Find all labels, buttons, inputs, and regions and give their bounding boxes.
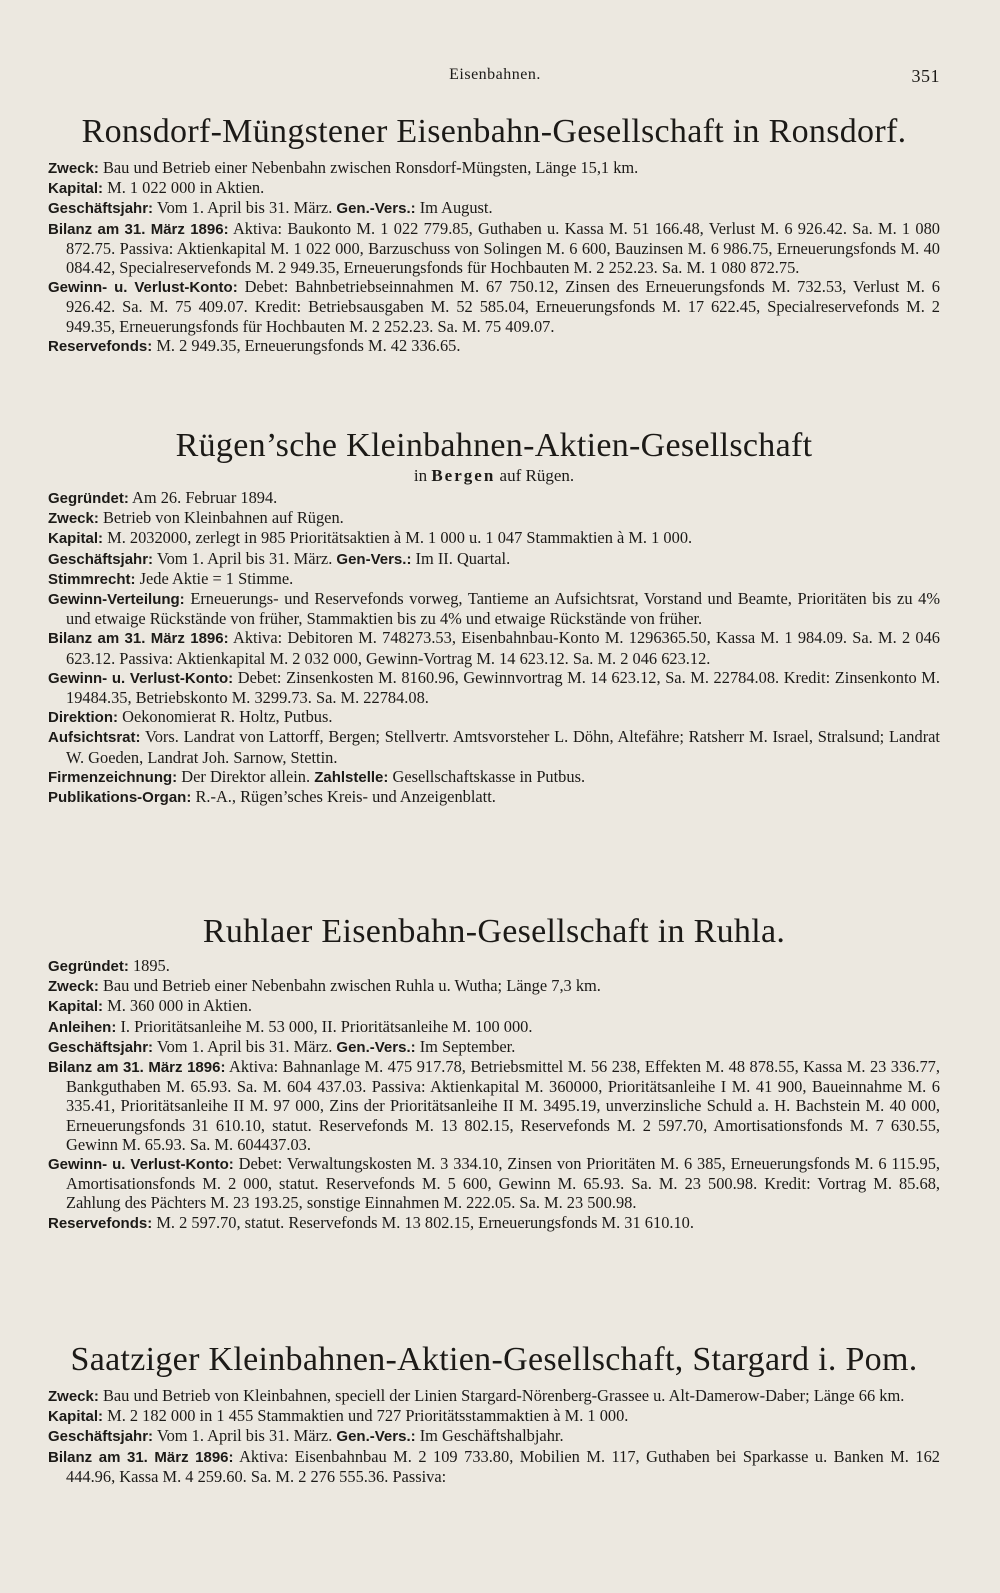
entry-key: Kapital:	[48, 1408, 104, 1426]
entry-key-2: Gen.-Vers.:	[336, 200, 416, 218]
entry-zweck	[48, 158, 940, 178]
entry-text: Aktiva: Baukonto M. 1 022 779.85, Guthaben u. Kassa M. 51 166.48, Verlust M. 6 926.42. Sa. M. 1 080 872.75. Passiva: Aktienkapital M. 1 022 000, Barzuschuss von Solingen M. 6 600, Bauzinsen M. 6 986.75, Erneuerungsfonds M. 40 084.42, Specialreservefonds M. 2 949.35, Erneuerungsfonds für Hochbauten M. 2 252.23. Sa. M. 1 080 872.75.	[66, 218, 940, 278]
entry-stimmrecht	[48, 569, 940, 589]
entry-text: Oekonomierat R. Holtz, Putbus.	[122, 707, 333, 727]
entry-key: Geschäftsjahr:	[48, 1428, 154, 1446]
entry-key: Aufsichtsrat:	[48, 729, 141, 747]
entry-text: Aktiva: Debitoren M. 748273.53, Eisenbahnbau-Konto M. 1296365.50, Kassa M. 1 984.09. Sa. M. 2 046 623.12. Passiva: Aktienkapital M. 2 032 000, Gewinn-Vortrag M. 14 623.12. Sa. M. 2 046 623.12.	[66, 628, 941, 668]
entry-geschaeftsjahr	[48, 1037, 940, 1057]
entry-key: Kapital:	[48, 530, 104, 548]
entry-zweck	[48, 976, 940, 996]
entry-text: Am 26. Februar 1894.	[132, 488, 278, 507]
running-head	[50, 66, 940, 90]
entry-key: Gewinn- u. Verlust-Konto:	[48, 669, 234, 687]
entry-anleihen	[48, 1017, 940, 1037]
entry-text: Vom 1. April bis 31. März.	[156, 548, 333, 568]
section-title: Ruhlaer Eisenbahn-Gesellschaft in Ruhla.	[202, 913, 786, 950]
entry-key: Zweck:	[48, 1388, 99, 1405]
section-subtitle	[48, 466, 940, 486]
entry-gegruendet	[48, 956, 940, 976]
entry-key: Bilanz am 31. März 1896:	[48, 220, 229, 238]
entry-key: Publikations-Organ:	[48, 789, 192, 807]
entry-text: M. 360 000 in Aktien.	[107, 996, 252, 1016]
entry-direktion	[48, 707, 940, 727]
section-ronsdorf	[48, 112, 940, 356]
section-ruhla	[48, 912, 940, 1233]
entry-gewinn-verteilung	[48, 589, 940, 628]
entry-text-2: Im September.	[419, 1036, 516, 1056]
subtitle-pre: in	[413, 466, 428, 485]
entry-list	[48, 488, 940, 807]
entry-gewinn-verlust	[48, 1154, 940, 1213]
entry-text: Vom 1. April bis 31. März.	[156, 1426, 333, 1446]
entry-kapital	[48, 996, 940, 1016]
entry-text: Aktiva: Eisenbahnbau M. 2 109 733.80, Mobilien M. 117, Guthaben bei Sparkasse u. Banken M. 162 444.96, Kassa M. 4 259.60. Sa. M. 2 276 555.36. Passiva:	[66, 1446, 940, 1486]
entry-text: Bau und Betrieb von Kleinbahnen, speciell der Linien Stargard-Nörenberg-Grassee u. Alt-Damerow-Daber; Länge 66 km.	[102, 1386, 905, 1405]
entry-text: Vors. Landrat von Lattorff, Bergen; Stellvertr. Amtsvorsteher L. Döhn, Altefähre; Ratsherr M. Israel, Stralsund; Landrat W. Goeden, Landrat Joh. Sarnow, Stettin.	[66, 727, 940, 767]
entry-text: Jede Aktie = 1 Stimme.	[139, 568, 294, 588]
entry-kapital	[48, 1406, 940, 1426]
entry-zweck	[48, 1386, 940, 1406]
entry-text: M. 2032000, zerlegt in 985 Prioritätsaktien à M. 1 000 u. 1 047 Stammaktien à M. 1 000.	[107, 528, 693, 548]
entry-key: Reservefonds:	[48, 337, 153, 355]
entry-text: M. 2 182 000 in 1 455 Stammaktien und 727 Prioritätsstammaktien à M. 1 000.	[107, 1406, 629, 1426]
entry-text-2: Im Geschäftshalbjahr.	[419, 1426, 564, 1446]
entry-text: Der Direktor allein.	[181, 766, 311, 786]
entry-bilanz	[48, 1447, 940, 1486]
entry-kapital	[48, 178, 940, 198]
entry-key: Geschäftsjahr:	[48, 550, 154, 568]
section-title: Ronsdorf-Müngstener Eisenbahn-Gesellschaft in Ronsdorf.	[81, 113, 907, 150]
entry-text: M. 2 597.70, statut. Reservefonds M. 13 802.15, Erneuerungsfonds M. 31 610.10.	[156, 1212, 694, 1232]
entry-key: Bilanz am 31. März 1896:	[48, 1448, 234, 1466]
entry-key: Kapital:	[48, 180, 104, 198]
entry-text: M. 2 949.35, Erneuerungsfonds M. 42 336.65.	[156, 335, 461, 355]
entry-geschaeftsjahr	[48, 1426, 940, 1446]
entry-key: Firmenzeichnung:	[48, 768, 178, 786]
entry-key: Gewinn- u. Verlust-Konto:	[48, 1156, 234, 1174]
entry-reservefonds	[48, 336, 940, 356]
entry-gewinn-verlust	[48, 277, 940, 336]
section-ruegen	[48, 426, 940, 807]
entry-text-2: Im August.	[419, 198, 493, 218]
entry-key: Reservefonds:	[48, 1214, 153, 1232]
entry-zweck	[48, 508, 940, 528]
entry-key: Zweck:	[48, 510, 99, 528]
entry-text: Debet: Verwaltungskosten M. 3 334.10, Zinsen von Prioritäten M. 6 385, Erneuerungsfonds M. 6 115.95, Amortisationsfonds M. 2 000, statut. Reservefonds M. 5 600, Gewinn M. 65.93. Sa. M. 23 500.98. Kredit: Vortrag M. 85.68, Zahlung des Pächters M. 23 193.25, sonstige Einnahmen M. 222.05. Sa. M. 23 500.98.	[66, 1154, 940, 1213]
entry-publikations-organ	[48, 787, 940, 807]
entry-key: Direktion:	[48, 709, 119, 727]
entry-text: Bau und Betrieb einer Nebenbahn zwischen Ruhla u. Wutha; Länge 7,3 km.	[102, 976, 601, 996]
entry-list	[48, 1386, 940, 1486]
entry-key: Zweck:	[48, 978, 99, 996]
entry-geschaeftsjahr	[48, 549, 940, 569]
entry-key: Geschäftsjahr:	[48, 200, 154, 218]
entry-text: Vom 1. April bis 31. März.	[156, 1036, 333, 1056]
section-title: Saatziger Kleinbahnen-Aktien-Gesellschaft, Stargard i. Pom.	[70, 1341, 918, 1378]
running-title: Eisenbahnen.	[449, 66, 541, 83]
entry-list	[48, 158, 940, 356]
section-title: Rügen’sche Kleinbahnen-Aktien-Gesellschaft	[175, 427, 813, 464]
entry-key: Geschäftsjahr:	[48, 1038, 154, 1056]
entry-text-2: Gesellschaftskasse in Putbus.	[392, 766, 586, 786]
entry-firmenzeichnung	[48, 767, 940, 787]
entry-key-2: Gen.-Vers.:	[336, 1428, 416, 1446]
entry-key: Stimmrecht:	[48, 570, 136, 588]
entry-key: Bilanz am 31. März 1896:	[48, 1059, 226, 1077]
entry-key: Kapital:	[48, 998, 104, 1016]
entry-key: Zweck:	[48, 160, 99, 177]
entry-text: Vom 1. April bis 31. März.	[156, 198, 333, 218]
subtitle-post: auf Rügen.	[499, 466, 575, 485]
entry-aufsichtsrat	[48, 727, 940, 766]
entry-text: R.-A., Rügen’sches Kreis- und Anzeigenblatt.	[195, 787, 496, 807]
entry-text: Erneuerungs- und Reservefonds vorweg, Tantieme an Aufsichtsrat, Vorstand und Beamte, Prioritäten bis zu 4% und etwaige Rückstände von früher, Stammaktien bis zu 4% und etwaige Rückstände von früher.	[66, 589, 940, 629]
subtitle-place: Bergen	[431, 466, 496, 485]
entry-bilanz	[48, 1057, 940, 1154]
section-saatzig	[48, 1340, 940, 1486]
entry-bilanz	[48, 628, 940, 667]
entry-list	[48, 956, 940, 1233]
entry-kapital	[48, 528, 940, 548]
entry-gegruendet	[48, 488, 940, 508]
entry-text: Betrieb von Kleinbahnen auf Rügen.	[102, 508, 344, 528]
entry-reservefonds	[48, 1213, 940, 1233]
entry-key-2: Zahlstelle:	[314, 768, 389, 786]
page-number: 351	[911, 66, 940, 86]
entry-text: Aktiva: Bahnanlage M. 475 917.78, Betriebsmittel M. 56 238, Effekten M. 48 878.55, Kassa M. 23 336.77, Bankguthaben M. 65.93. Sa. M. 604 437.03. Passiva: Aktienkapital M. 360000, Prioritätsanleihe I M. 41 900, Baueinnahme M. 6 335.41, Prioritätsanleihe II M. 97 000, Zins der Prioritätsanleihe II M. 3495.19, unverzinsliche Schuld a. H. Bachstein M. 40 000, Erneuerungsfonds 31 610.10, statut. Reservefonds M. 13 802.15, Reservefonds M. 2 597.70, Amortisationsfonds M. 7 630.55, Gewinn M. 65.93. Sa. M. 604437.03.	[66, 1057, 940, 1154]
entry-text: 1895.	[132, 956, 170, 975]
entry-text: M. 1 022 000 in Aktien.	[107, 178, 265, 198]
entry-bilanz	[48, 219, 940, 278]
entry-text: Debet: Zinsenkosten M. 8160.96, Gewinnvortrag M. 14 623.12, Sa. M. 22784.08. Kredit: Zinsenkonto M. 19484.35, Betriebskonto M. 3299.73. Sa. M. 22784.08.	[66, 667, 940, 708]
entry-key-2: Gen.-Vers.:	[336, 1038, 416, 1056]
entry-text: Bau und Betrieb einer Nebenbahn zwischen Ronsdorf-Müngsten, Länge 15,1 km.	[102, 158, 639, 177]
entry-key: Anleihen:	[48, 1018, 117, 1036]
entry-gewinn-verlust	[48, 668, 940, 707]
entry-key-2: Gen-Vers.:	[336, 550, 412, 568]
entry-text-2: Im II. Quartal.	[415, 548, 511, 568]
entry-key: Gegründet:	[48, 958, 129, 975]
entry-key: Bilanz am 31. März 1896:	[48, 630, 229, 648]
entry-key: Gegründet:	[48, 490, 129, 507]
entry-text: I. Prioritätsanleihe M. 53 000, II. Prioritätsanleihe M. 100 000.	[120, 1016, 533, 1036]
entry-text: Debet: Bahnbetriebseinnahmen M. 67 750.12, Zinsen des Erneuerungsfonds M. 732.53, Verlust M. 6 926.42. Sa. M. 75 409.07. Kredit: Betriebsausgaben M. 52 585.04, Erneuerungsfonds M. 17 622.45, Specialreservefonds M. 2 949.35, Erneuerungsfonds für Hochbauten M. 2 252.23. Sa. M. 75 409.07.	[66, 277, 940, 336]
entry-key: Gewinn- u. Verlust-Konto:	[48, 279, 238, 297]
entry-geschaeftsjahr	[48, 198, 940, 218]
entry-key: Gewinn-Verteilung:	[48, 591, 185, 609]
